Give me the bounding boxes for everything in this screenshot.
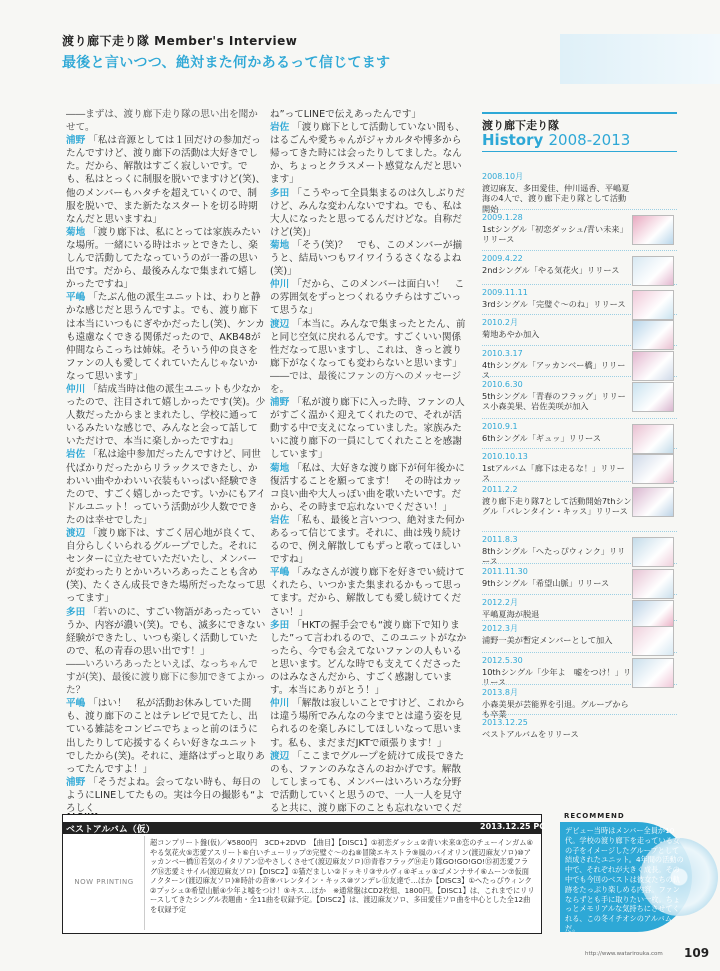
interview-paragraph: [270, 278, 468, 317]
cd-cover-thumbnail: [632, 215, 674, 245]
history-event-text: 1stシングル「初恋ダッシュ/青い未来」リリース: [482, 223, 628, 244]
speaker-quote: 「私は途中参加だったんですけど、同世代ばかりだったからリラックスできたし、かわいい曲やかわいい衣装もいっぱい経験できたので、すごく嬉しかったです。いかにもアイドルユニット！っていう活動が少人数でできたのは幸せでした」: [66, 449, 266, 526]
speaker-quote: ね”ってLINEで伝えあったんです」: [270, 109, 422, 120]
cd-cover-thumbnail: [632, 351, 674, 381]
speaker-name: 岩佐: [66, 449, 86, 461]
speaker-name: 渡辺: [66, 528, 86, 539]
cd-cover-thumbnail: [632, 424, 674, 454]
interview-paragraph: [66, 383, 266, 448]
interview-paragraph: [270, 187, 468, 239]
cd-cover-thumbnail: [632, 320, 674, 350]
interviewer-question: ――では、最後にファンの方へのメッセージを。: [270, 370, 462, 395]
history-event-date: 2008.10月: [482, 172, 524, 181]
speaker-name: 菊地: [270, 462, 290, 474]
history-event-date: 2013.8月: [482, 688, 518, 697]
history-event-text: 6thシングル「ギュッ」リリース: [482, 432, 602, 443]
cd-cover-thumbnail: [632, 658, 674, 688]
speaker-quote: 「ここまでグループを続けて成長できたのも、ファンのみなさんのおかげです。解散してしまっても、メンバーはいろいろな分野で活動していくと思うので、一人一人を見守ると共に、渡り廊下のことも忘れないでくだ: [270, 750, 465, 814]
speaker-quote: 「渡り廊下は、すごく居心地が良くて、自分らしくいられるグループでした。それにセンターに立たせていただいたし、メンバーが変わったりとかいろいろあったことも含め(笑)、たくさん成長できた場所だったなって思ってます」: [66, 528, 266, 605]
history-separator: [482, 250, 677, 251]
footer-url[interactable]: http://www.watarirouka.com: [585, 951, 663, 957]
speaker-quote: 「私も、最後と言いつつ、絶対また何かあるって信じてます。それに、曲は残り続けるので、例え解散してもずっと歌ってほしいですね」: [270, 514, 465, 566]
interview-paragraph: [270, 697, 468, 749]
history-event: [482, 318, 632, 339]
history-event-date: 2010.2月: [482, 318, 518, 327]
history-event: [482, 380, 632, 412]
interview-paragraph: [66, 291, 266, 383]
speaker-name: 仲川: [66, 383, 86, 395]
history-event: [482, 485, 632, 517]
speaker-name: 多田: [66, 606, 86, 618]
speaker-name: 渡辺: [270, 318, 290, 330]
history-title-group: 渡り廊下走り隊: [482, 119, 559, 132]
history-event-text: 渡辺麻友、多田愛佳、仲川遥香、平嶋夏海の4人で、渡り廊下走り隊として活動開始: [482, 182, 630, 214]
history-event-date: 2010.10.13: [482, 452, 528, 461]
history-event-date: 2011.11.30: [482, 567, 528, 576]
history-event-text: 1stアルバム「廊下は走るな！」リリース: [482, 462, 625, 483]
article-headline: 最後と言いつつ、絶対また何かあるって信じてます: [62, 55, 391, 71]
interview-paragraph: [66, 776, 266, 815]
speaker-name: 仲川: [270, 698, 290, 710]
interview-paragraph: [66, 606, 266, 658]
history-event-text: 4thシングル「アッカンベー橋」リリース: [482, 359, 626, 380]
speaker-quote: 「みなさんが渡り廊下を好きでい続けてくれたら、いつかまた集まれるかもって思ってます。だから、解散しても愛し続けてください！」: [270, 567, 465, 618]
speaker-name: 岩佐: [270, 514, 290, 526]
history-event-text: 9thシングル「希望山脈」リリース: [482, 577, 610, 588]
album-title: ベストアルバム（仮）: [66, 825, 155, 835]
history-event-date: 2013.12.25: [482, 718, 528, 727]
interview-paragraph: [66, 697, 266, 776]
history-event-text: 2ndシングル「やる気花火」リリース: [482, 264, 620, 275]
interview-paragraph: [270, 318, 468, 370]
speaker-quote: 「渡り廊下は、私にとっては家族みたいな場所。一緒にいる時はホッとできたし、楽しんで活動してたなっていうのが一番の思い出です。だから、最後みんなで集まれて嬉しかったですね」: [66, 226, 261, 291]
speaker-name: 菊地: [66, 226, 86, 238]
history-event: [482, 452, 632, 484]
interview-paragraph: [270, 514, 468, 566]
history-event-date: 2012.3月: [482, 624, 518, 633]
speaker-quote: 「渡り廊下として活動していない間も、はるごんや愛ちゃんがジャカルタや博多から帰ってきた時には会ったりしてました。なんか、ちょっとクラスメート感覚なんだと思います」: [270, 122, 465, 186]
history-rule-bottom: [482, 151, 677, 152]
interview-column-1: [66, 108, 266, 815]
history-event-date: 2012.2月: [482, 598, 518, 607]
recommend-section-label: RECOMMEND: [564, 812, 625, 820]
cd-cover-thumbnail: [632, 569, 674, 599]
interview-column-2: [270, 108, 468, 828]
history-event: [482, 422, 632, 443]
interviewer-question: ――まずは、渡り廊下走り隊の思い出を聞かせて。: [66, 109, 258, 134]
history-event-date: 2012.5.30: [482, 656, 523, 665]
speaker-name: 平嶋: [270, 567, 290, 579]
interview-paragraph: [270, 121, 468, 186]
now-printing-label: NOW PRINTING: [74, 878, 134, 886]
interview-paragraph: [270, 566, 468, 618]
history-event-text: 浦野一美が暫定メンバーとして加入: [482, 634, 613, 645]
interview-paragraph: [270, 108, 468, 121]
cd-cover-thumbnail: [632, 382, 674, 412]
speaker-quote: 「若いのに、すごい物語があったっていうか、内容が濃い(笑)。でも、滅多にできない経験ができたし、いつも楽しく活動していたので、私の青春の思い出です！」: [66, 606, 266, 657]
speaker-name: 平嶋: [66, 292, 86, 304]
history-separator: [482, 418, 677, 419]
history-event: [482, 567, 632, 588]
speaker-quote: 「だから、このメンバーは面白い！ この雰囲気をずっとつくれるウチらはすごいって思うな」: [270, 279, 465, 317]
interview-paragraph: [270, 239, 468, 278]
speaker-quote: 「そうだよね。会ってない時も、毎日のようにLINEしてたもの。実は今日の撮影も“よろしく: [66, 776, 265, 814]
interview-paragraph: [66, 134, 266, 226]
history-event: [482, 718, 632, 739]
history-event-date: 2010.3.17: [482, 349, 523, 358]
speaker-name: 多田: [270, 187, 290, 199]
history-separator: [482, 531, 677, 532]
speaker-name: 平嶋: [66, 698, 86, 710]
history-title: [482, 131, 630, 149]
history-event: [482, 172, 632, 214]
speaker-quote: 「私は音源としては１回だけの参加だったんですけど、渡り廊下の活動は大好きでした。だから、解散はすごく寂しいです。でも、私はとっくに制服を脱いでますけど(笑)、他のメンバーもハタチを超えていくので、制服を脱いで、また新たなスタートを切る時期なんだと思いますね」: [66, 135, 266, 225]
speaker-name: 仲川: [270, 279, 290, 291]
history-event-text: 5thシングル「青春のフラッグ」リリース小森美果、岩佐美咲が加入: [482, 390, 626, 411]
history-event-text: 菊地あやか加入: [482, 328, 540, 339]
history-event-date: 2009.11.11: [482, 288, 528, 297]
history-event: [482, 213, 632, 245]
history-event: [482, 598, 632, 619]
history-event-date: 2009.1.28: [482, 213, 523, 222]
corner-banner: [560, 34, 720, 84]
cd-cover-thumbnail: [632, 290, 674, 320]
speaker-name: 岩佐: [270, 122, 290, 134]
interview-paragraph: [270, 619, 468, 698]
interview-paragraph: [66, 527, 266, 606]
history-event: [482, 624, 632, 645]
history-event-date: 2009.4.22: [482, 254, 523, 263]
speaker-quote: 「そう(笑)？ でも、このメンバーが揃うと、結局いつもワイワイうるさくなるよね(笑)」: [270, 239, 463, 278]
speaker-quote: 「私が渡り廊下に入った時、ファンの人がすごく温かく迎えてくれたので、それが活動する中で支えになっていました。家族みたいに渡り廊下の一員にしてくれたことを感謝しています」: [270, 397, 465, 461]
history-event-date: 2011.8.3: [482, 535, 518, 544]
interview-paragraph: [66, 226, 266, 291]
history-event: [482, 288, 632, 309]
cd-cover-thumbnail: [632, 454, 674, 484]
history-event-text: 小森美果が芸能界を引退。グループからも卒業: [482, 698, 629, 719]
cd-cover-thumbnail: [632, 626, 674, 656]
interview-paragraph: [66, 448, 266, 527]
history-event-text: 3rdシングル「完璧ぐ～のね」リリース: [482, 298, 626, 309]
history-event-date: 2010.6.30: [482, 380, 523, 389]
history-event: [482, 254, 632, 275]
speaker-name: 渡辺: [270, 750, 290, 762]
speaker-name: 多田: [270, 619, 290, 631]
article-kicker: 渡り廊下走り隊 Member's Interview: [62, 34, 298, 48]
speaker-quote: 「本当に。みんなで集まったとたん、前と同じ空気に戻れるんです。すごくいい関係性だなって思いますし、これは、きっと渡り廊下がなくなっても変わらないと思います」: [270, 318, 466, 369]
interview-paragraph: [270, 462, 468, 514]
speaker-quote: 「解散は寂しいことですけど、これからは違う場所でみんなの今までとは違う姿を見られるのを楽しみにしてほしいなって思います。私も、まだまだJKTで頑張ります！」: [270, 698, 465, 749]
history-event-text: ベストアルバムをリリース: [482, 728, 579, 739]
speaker-quote: 「結成当時は他の派生ユニットも少なかったので、注目されて嬉しかったです(笑)。少人数だったからまとまれたし、学校に通っているみたいな感じで、みんなと会って話していただけで、本当に楽しかったですね」: [66, 383, 266, 448]
page-number: 109: [684, 946, 710, 960]
speaker-quote: 「たぶん他の派生ユニットは、わりと静かな感じだと思うんですよ。でも、渡り廊下は本当にいつもにぎやかだったし(笑)、ケンカも遠慮なくできる関係だったので、AKB48が仲間ならこっちは姉妹。そういう仲の良さをファンの人も愛してくれていたんじゃないかなって思います」: [66, 292, 265, 382]
speaker-quote: 「私は、大好きな渡り廊下が何年後かに復活することを願ってます！ その時はカッコ良い曲や大人っぽい曲を歌いたいです。だから、その時まで忘れないでください！」: [270, 462, 465, 513]
speaker-quote: 「こうやって全員集まるのは久しぶりだけど、みんな変わんないですね。でも、私は大人になったと思ってるんだけどな。自称だけど(笑)」: [270, 187, 465, 238]
history-event-date: 2011.2.2: [482, 485, 518, 494]
history-years: 2008-2013: [548, 131, 631, 149]
speaker-name: 菊地: [270, 239, 290, 251]
history-event: [482, 535, 632, 567]
history-event-text: 8thシングル「へたっぴウィンク」リリース: [482, 545, 626, 566]
history-event-text: 渡り廊下走り隊7として活動開始7thシングル「バレンタイン・キッス」リリース: [482, 495, 632, 516]
history-event-text: 10thシングル「少年よ 嘘をつけ！」リリース: [482, 666, 632, 687]
cd-cover-thumbnail: [632, 256, 674, 286]
history-rule-top: [482, 112, 677, 114]
cd-cover-thumbnail: [632, 537, 674, 567]
speaker-name: 浦野: [270, 397, 290, 409]
recommend-text: デビュー当時はメンバー全員が10代。学校の渡り廊下を走っている女の子をイメージしたグループとして結成されたユニット。4年間の活動の中で、それぞれが大きく成長。その中でも今回のベストは彼女たちの軌跡をたっぷり楽しめる内容。ファンならずとも手に取りたい一枚。ちょっとメモリアルな気持ちにさせてくれる、この冬イチオシのアルバムだ。: [565, 826, 684, 933]
history-event-text: 平嶋夏海が脱退: [482, 608, 540, 619]
history-title-word: History: [482, 131, 544, 149]
album-details: 超コンプリート盤(仮)／¥5800円 3CD+2DVD 【曲目】【DISC1】①初恋ダッシュ②青い未来③恋のチューインガム④やる気花火⑤恋愛アスリート⑥白いチューリップ⑦完璧ぐ～のね⑧冒険エキストラ⑨風のバイオリン(渡辺麻友ソロ)⑩アッカンベー橋⑪若気のイタリアン⑫やさしくさせて(渡辺麻友ソロ)⑬青春フラッグ⑭走り隊GO!GO!GO!⑮初恋愛フラグ⑯恋愛ミサイル(渡辺麻友ソロ)【DISC2】①猫だましい②ドッキリ③サルヴィ④ギュッ⑤ゴメンナサイ⑥ムーン⑦仮面ノクターン(渡辺麻友ソロ)⑧時計の音⑨バレンタイン・キッス⑩ツンデレ⑪友達で…ほか【DISC3】①へたっぴウィンク②プッシュ③希望山脈④少年よ嘘をつけ！⑤キス…ほか ※通常盤はCD2枚組、1800円。【DISC1】は、これまでにリリースしてきたシングル表題曲・全11曲を収録予定。【DISC2】は、渡辺麻友ソロ、多田愛佳ソロ曲を中心とした全12曲を収録予定: [150, 838, 535, 914]
history-separator: [482, 209, 677, 210]
history-separator: [482, 714, 677, 715]
speaker-quote: 「HKTの握手会でも“渡り廊下で知りました”って言われるので、このユニットがなかったら、今でも会えてないファンの人もいると思います。どんな時でも支えてくださったのはみなさんだから、すごく感謝しています。本当にありがとう！」: [270, 619, 467, 697]
cd-cover-thumbnail: [632, 487, 674, 517]
speaker-quote: 「はい！ 私が活動お休みしていた間も、渡り廊下のことはテレビで見てたし、出ている雑誌をコンビニでちょっと前のほうに出したりして応援するくらい好きなユニットでしたから(笑)。それに、連絡はずっと取りあってたんですよ！」: [66, 698, 265, 775]
history-event-date: 2010.9.1: [482, 422, 518, 431]
interview-paragraph: [270, 396, 468, 461]
speaker-name: 浦野: [66, 776, 86, 788]
interviewer-question: ――いろいろあったといえば、なっちゃんですが(笑)、最後に渡り廊下に参加できてよかった？: [66, 658, 266, 697]
album-release: 2013.12.25 PC: [480, 822, 546, 831]
history-event: [482, 656, 632, 688]
speaker-name: 浦野: [66, 135, 86, 147]
